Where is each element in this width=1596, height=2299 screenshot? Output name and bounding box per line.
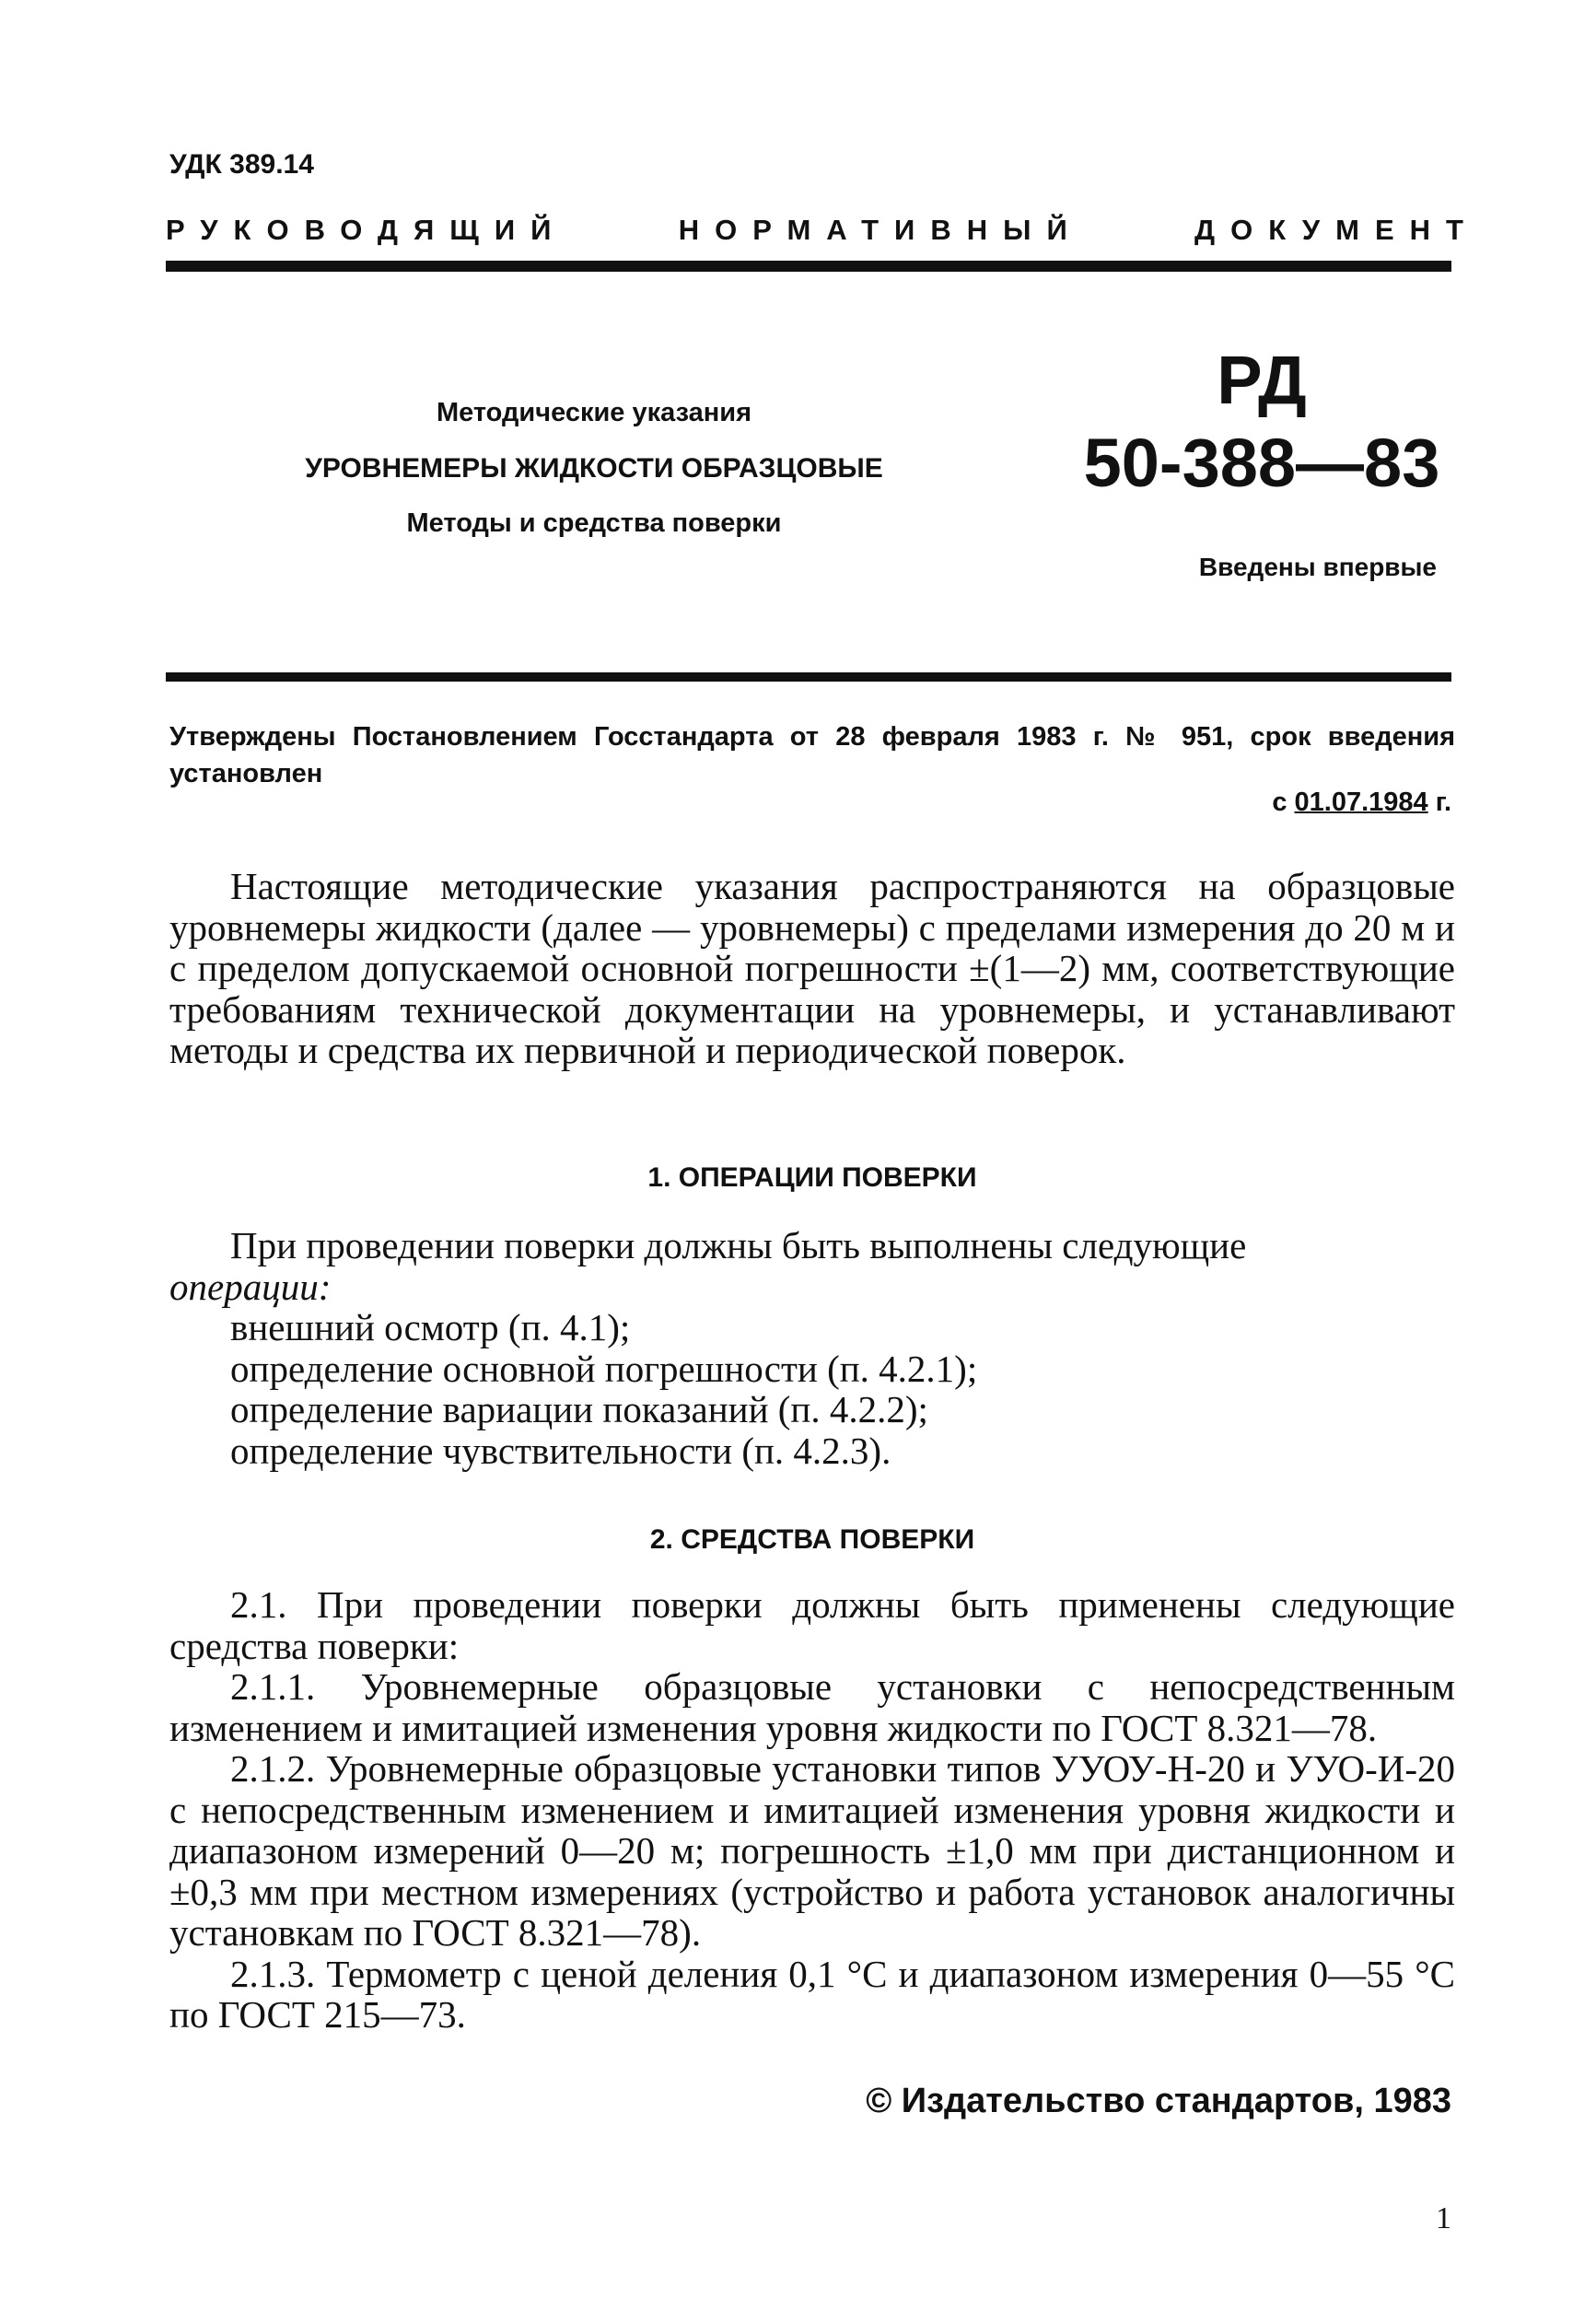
paragraph-2-1-1: 2.1.1. Уровнемерные образцовые установки с непосредственным изменением и имитацией изменения уровня жидкости по ГОСТ 8.321—78. (169, 1665, 1455, 1749)
list-item: определение вариации показаний (п. 4.2.2); (230, 1388, 928, 1430)
section-2-heading: 2. СРЕДСТВА ПОВЕРКИ (649, 1524, 975, 1555)
document-title: УРОВНЕМЕРЫ ЖИДКОСТИ ОБРАЗЦОВЫЕ (305, 453, 883, 484)
effective-suffix: г. (1435, 788, 1451, 817)
header-rule (166, 261, 1451, 272)
paragraph-2-1: 2.1. При проведении поверки должны быть применены следующие средства поверки: (169, 1583, 1455, 1667)
list-item: определение чувствительности (п. 4.2.3). (230, 1429, 891, 1472)
paragraph-2-1-2: 2.1.2. Уровнемерные образцовые установки типов УУОУ-Н-20 и УУО-И-20 с непосредственным изменением и имитацией изменения уровня жидкости и диапазоном измерений 0—20 м; погрешность ±1,0 мм при дистанционном и ±0,3 мм при местном измерениях (устройство и работа установок аналогичны установкам по ГОСТ 8.321—78). (169, 1747, 1455, 1954)
list-item: определение основной погрешности (п. 4.2.1); (230, 1347, 978, 1390)
udk-code: УДК 389.14 (169, 149, 314, 180)
section-1-lead-italic: операции: (169, 1265, 332, 1308)
approval-text: Утверждены Постановлением Госстандарта от 28 февраля 1983 г. № 951, срок введения установлен (169, 722, 1455, 788)
series-word-3: ДОКУМЕНТ (1194, 214, 1479, 246)
document-kind: Методические указания (436, 398, 752, 427)
effective-date-line (1105, 788, 1451, 818)
section-2-body (169, 1584, 1455, 2036)
section-1-heading: 1. ОПЕРАЦИИ ПОВЕРКИ (647, 1162, 977, 1193)
document-subtitle: Методы и средства поверки (406, 508, 782, 538)
list-item: внешний осмотр (п. 4.1); (230, 1306, 631, 1348)
series-word-1: РУКОВОДЯЩИЙ (166, 214, 567, 246)
title-rule (166, 672, 1451, 682)
section-1-lead (169, 1225, 1455, 1307)
copyright-line: © Издательство стандартов, 1983 (866, 2082, 1451, 2120)
section-1-lead-text: При проведении поверки должны быть выполнены следующие (230, 1224, 1247, 1266)
paragraph-2-1-3: 2.1.3. Термометр с ценой деления 0,1 °С и диапазоном измерения 0—55 °С по ГОСТ 215—73. (169, 1952, 1455, 2036)
document-code-prefix: РД (1217, 342, 1307, 418)
effective-date: 01.07.1984 (1294, 788, 1428, 817)
series-word-2: НОРМАТИВНЫЙ (678, 214, 1083, 246)
document-series (166, 214, 1479, 247)
page-number: 1 (1436, 2201, 1451, 2235)
section-1-body (169, 1225, 1455, 1471)
effective-prefix: с (1272, 788, 1287, 817)
intro-paragraph: Настоящие методические указания распространяются на образцовые уровнемеры жидкости (далее — уровнемеры) с пределами измерения до 20 м и с пределом допускаемой основной погрешности ±(1—2) мм, соответствующие требованиям технической документации на уровнемеры, и устанавливают методы и средства их первичной и периодической поверок. (169, 865, 1455, 1071)
document-code-number: 50-388—83 (1083, 425, 1440, 501)
introduced-note: Введены впервые (1198, 553, 1437, 581)
